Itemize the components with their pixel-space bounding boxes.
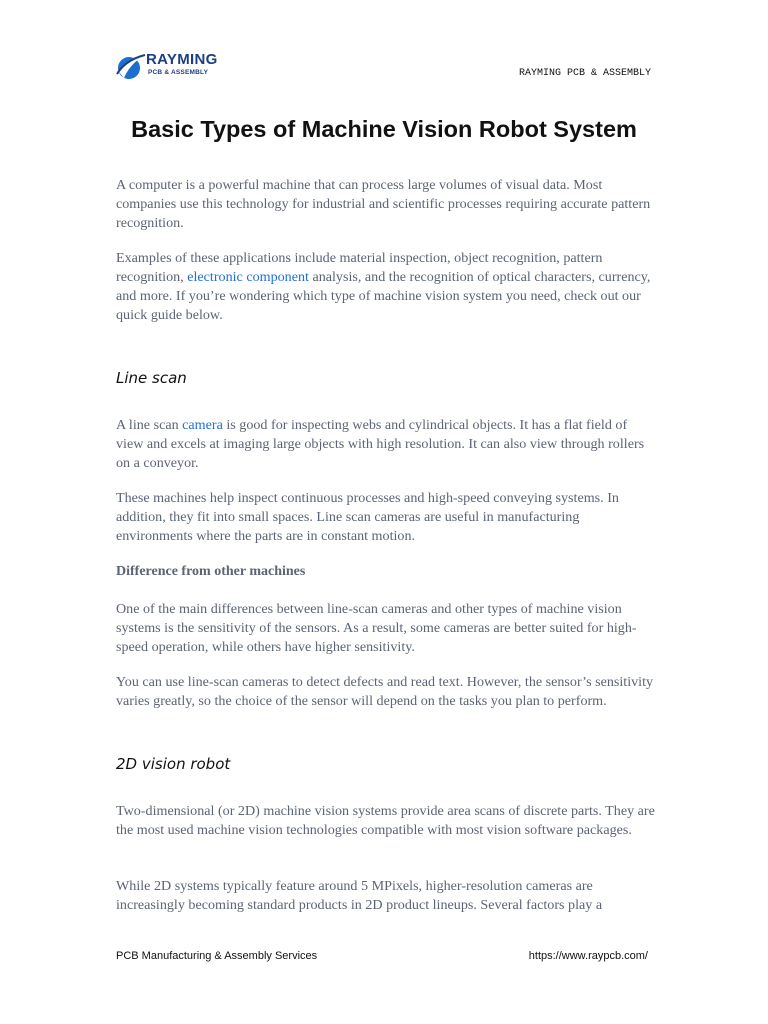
line-scan-p1-text-a: A line scan [116,417,183,433]
electronic-component-link[interactable]: electronic component [187,269,309,285]
line-scan-heading: Line scan [116,369,187,387]
logo-text: RAYMING [146,51,218,68]
camera-link[interactable]: camera [182,417,223,433]
footer-services-text: PCB Manufacturing & Assembly Services [116,950,318,962]
intro-p2-text-a: Examples of these applications include material inspection, object recognition, pattern recognition, [116,250,603,285]
line-scan-paragraph-3: One of the main differences between line-scan cameras and other types of machine vision systems is the sensitivity of the sensors. As a result, some cameras are better suited for high-speed operation, while others have higher sensitivity. [116,601,637,655]
line-scan-paragraph-2: These machines help inspect continuous processes and high-speed conveying systems. In addition, they fit into small spaces. Line scan cameras are useful in manufacturing environments where the parts are in constant motion. [116,490,619,544]
intro-p2-text-b: analysis, and the recognition of optical characters, currency, and more. If you’re wondering which type of machine vision system you need, check out our quick guide below. [116,269,651,323]
vision-2d-paragraph-2: While 2D systems typically feature around 5 MPixels, higher-resolution cameras are increasingly becoming standard products in 2D product lineups. Several factors play a [116,878,603,913]
footer-website-link[interactable]: https://www.raypcb.com/ [528,950,648,962]
intro-paragraph-2 [116,249,656,325]
logo-subtext: PCB & ASSEMBLY [148,69,209,76]
difference-subheading: Difference from other machines [116,564,306,579]
vision-2d-heading: 2D vision robot [116,755,231,773]
header-company-name: RAYMING PCB & ASSEMBLY [518,68,651,79]
line-scan-paragraph-1 [116,416,656,473]
intro-paragraph-1: A computer is a powerful machine that can process large volumes of visual data. Most companies use this technology for industrial and scientific processes requiring accurate pattern recognition. [116,177,651,231]
line-scan-paragraph-4: You can use line-scan cameras to detect defects and read text. However, the sensor’s sensitivity varies greatly, so the choice of the sensor will depend on the tasks you plan to perform. [116,674,654,709]
line-scan-p1-text-b: is good for inspecting webs and cylindrical objects. It has a flat field of view and excels at imaging large objects with high resolution. It can also view through rollers on a conveyor. [116,417,645,471]
vision-2d-paragraph-1: Two-dimensional (or 2D) machine vision systems provide area scans of discrete parts. They are the most used machine vision technologies compatible with most vision software packages. [116,803,655,838]
rayming-logo-icon [115,50,147,82]
rayming-logo [115,50,235,84]
page-title: Basic Types of Machine Vision Robot System [131,116,637,142]
